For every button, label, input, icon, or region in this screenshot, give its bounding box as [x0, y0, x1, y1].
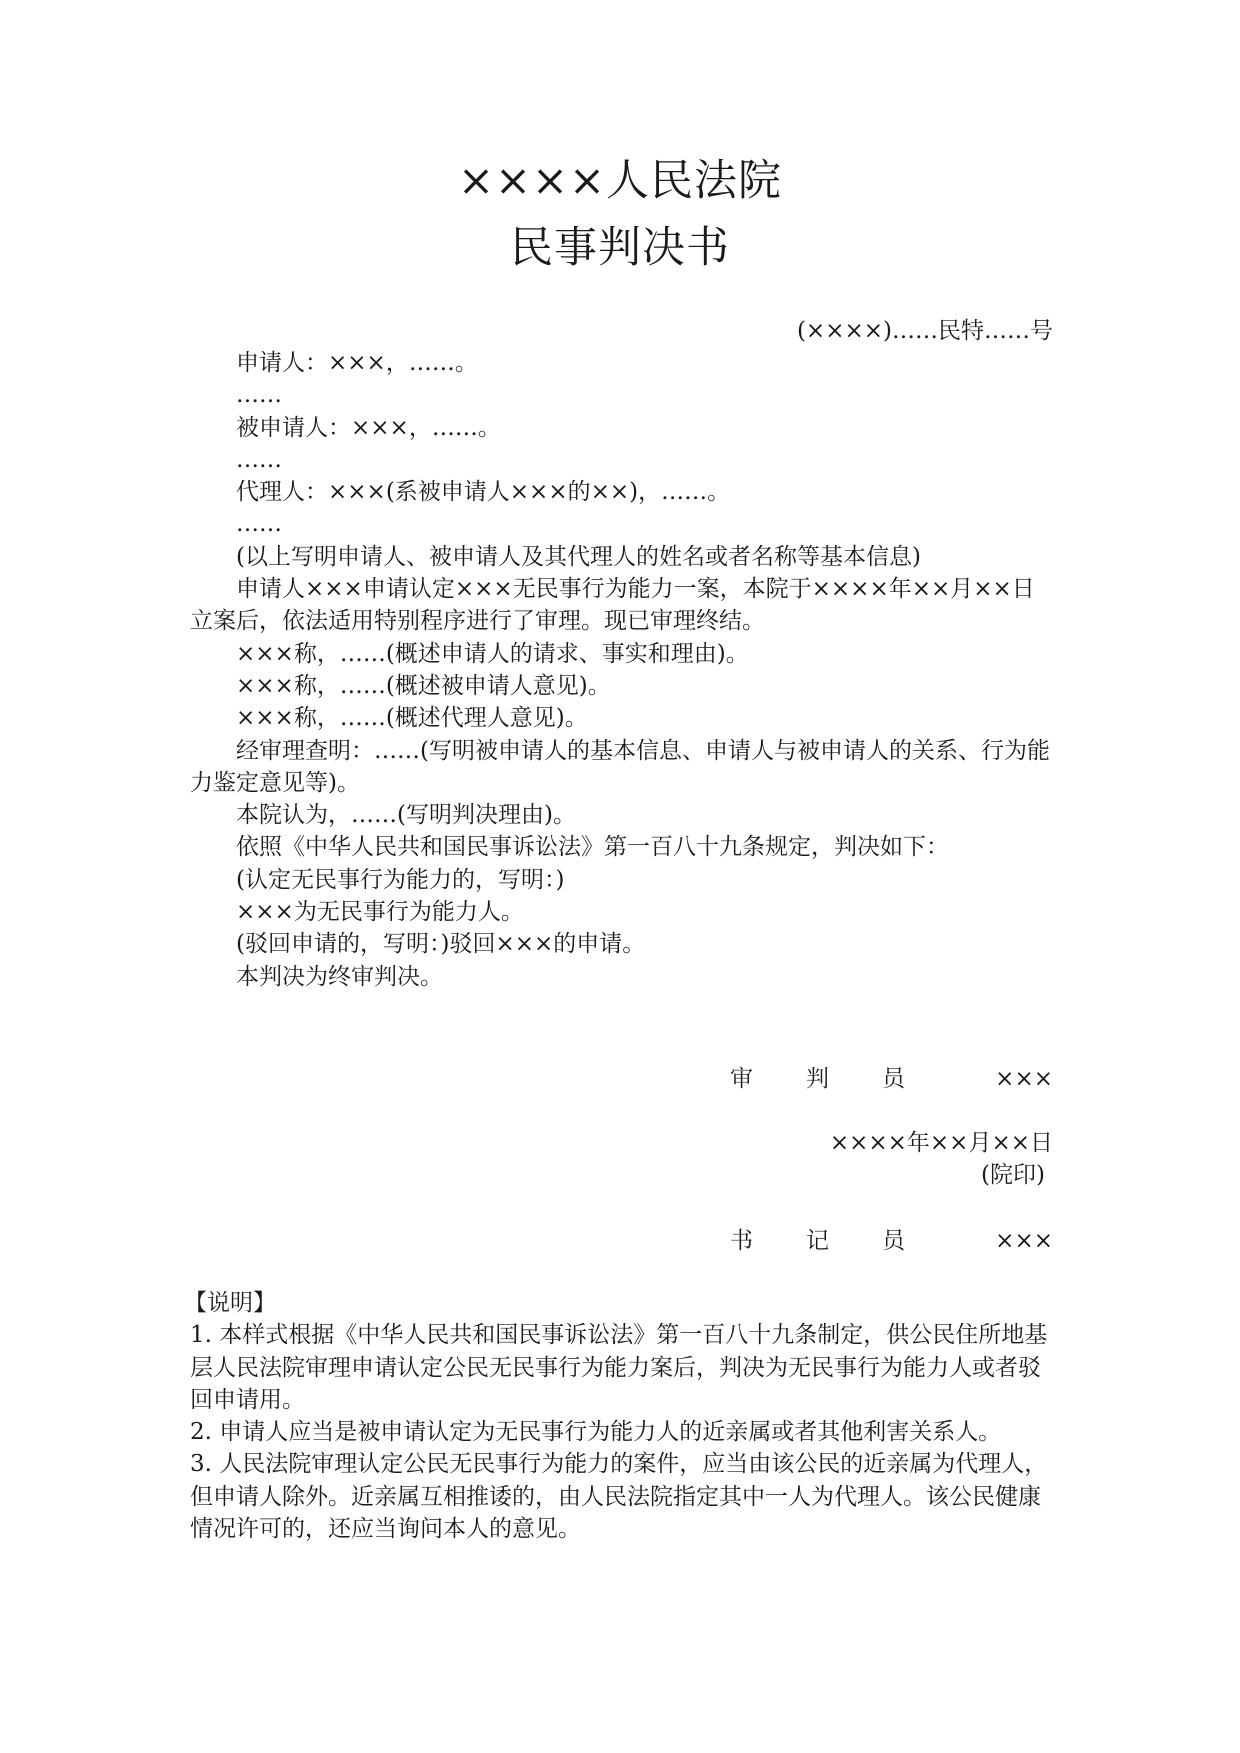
ellipsis-line: …… — [236, 446, 282, 473]
ruling-incapacity: ×××为无民事行为能力人。 — [236, 899, 524, 926]
role-char: 记 — [806, 1228, 829, 1254]
instruction-item: 3. 人民法院审理认定公民无民事行为能力的案件，应当由该公民的近亲属为代理人，但申请人除外。近亲属互相推诿的，由人民法院指定其中一人为代理人。该公民健康情况许可的，还应当询问本人的意见。 — [190, 1451, 1048, 1543]
clerk-role-label — [730, 1225, 905, 1257]
clerk-name: ××× — [995, 1228, 1053, 1254]
agent-line: 代理人：×××(系被申请人×××的××)，……。 — [236, 479, 731, 506]
ellipsis-line: …… — [236, 511, 282, 538]
role-char: 员 — [882, 1066, 905, 1092]
final-judgment-note: 本判决为终审判决。 — [236, 963, 443, 990]
respondent-opinion: ×××称，……(概述被申请人意见)。 — [236, 672, 611, 699]
role-char: 审 — [730, 1066, 753, 1092]
court-seal-note: (院印) — [981, 1162, 1045, 1188]
ellipsis-line: …… — [236, 382, 282, 409]
case-intro-paragraph: 申请人×××申请认定×××无民事行为能力一案，本院于××××年××月××日立案后，依法适用特别程序进行了审理。现已审理终结。 — [190, 576, 1035, 635]
agent-opinion: ×××称，……(概述代理人意见)。 — [236, 705, 588, 732]
legal-basis: 依照《中华人民共和国民事诉讼法》第一百八十九条规定，判决如下： — [236, 834, 949, 861]
judgment-body — [190, 347, 1054, 993]
applicant-line: 申请人：×××，……。 — [236, 350, 478, 376]
court-name: ××××人民法院 — [457, 156, 783, 206]
judge-role-label — [730, 1063, 905, 1095]
instructions-heading: 【说明】 — [184, 1290, 276, 1316]
role-char: 书 — [730, 1228, 753, 1254]
instruction-item: 2. 申请人应当是被申请认定为无民事行为能力人的近亲属或者其他利害关系人。 — [190, 1419, 1002, 1446]
findings-paragraph: 经审理查明：……(写明被申请人的基本信息、申请人与被申请人的关系、行为能力鉴定意见等)。 — [190, 737, 1050, 796]
judge-name: ××× — [995, 1066, 1053, 1092]
judgment-date: ××××年××月××日 — [829, 1130, 1053, 1156]
instruction-item: 1. 本样式根据《中华人民共和国民事诉讼法》第一百八十九条制定，供公民住所地基层人民法院审理申请认定公民无民事行为能力案后，判决为无民事行为能力人或者驳回申请用。 — [190, 1322, 1048, 1413]
instructions-section — [184, 1287, 1058, 1545]
ruling-dismissal: (驳回申请的，写明：)驳回×××的申请。 — [236, 931, 646, 958]
applicant-claim: ×××称，……(概述申请人的请求、事实和理由)。 — [236, 640, 749, 667]
parties-note: (以上写明申请人、被申请人及其代理人的姓名或者名称等基本信息) — [236, 543, 921, 570]
role-char: 判 — [806, 1066, 829, 1092]
role-char: 员 — [882, 1228, 905, 1254]
case-number: (××××)……民特……号 — [796, 318, 1053, 344]
court-reasoning: 本院认为，……(写明判决理由)。 — [236, 802, 576, 829]
document-title: 民事判决书 — [510, 223, 730, 273]
respondent-line: 被申请人：×××，……。 — [236, 414, 501, 441]
ruling-option-note: (认定无民事行为能力的，写明：) — [236, 866, 565, 893]
